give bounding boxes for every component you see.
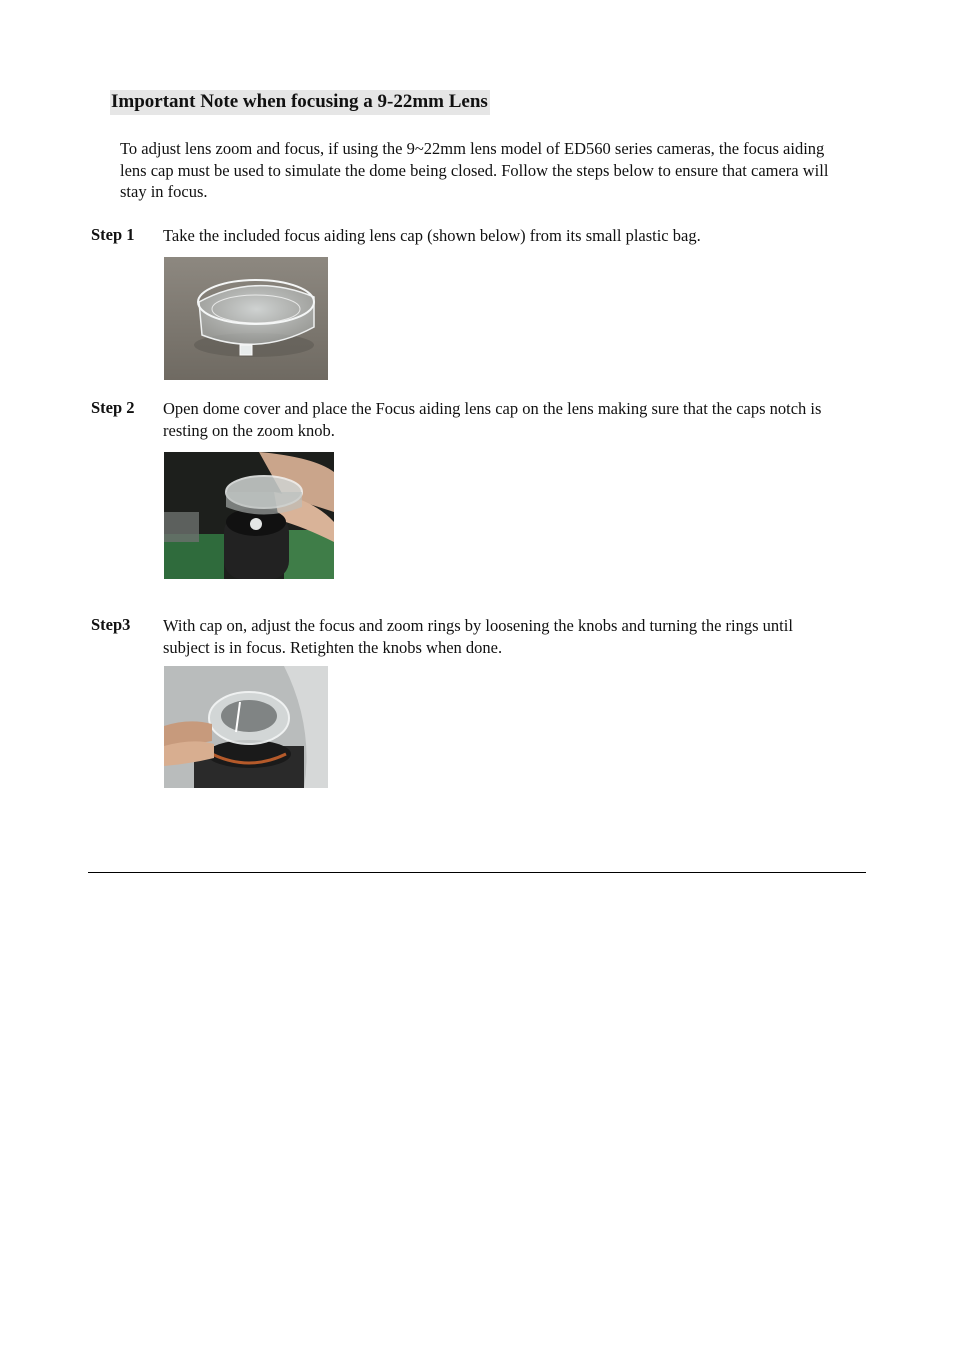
step-2-label: Step 2: [91, 398, 135, 417]
step-1-text: Take the included focus aiding lens cap (shown below) from its small plastic bag.: [163, 226, 701, 245]
section-heading: Important Note when focusing a 9-22mm Lens: [110, 90, 490, 115]
step-1-label: Step 1: [91, 225, 135, 244]
focus-adjust-photo: [164, 666, 328, 788]
horizontal-rule: [88, 872, 866, 873]
lens-cap-photo: [164, 257, 328, 380]
step-3-label: Step3: [91, 615, 131, 634]
intro-paragraph: To adjust lens zoom and focus, if using the 9~22mm lens model of ED560 series cameras, the focus aiding lens cap must be used to simulate the dome being closed. Follow the steps below to ensure that camera will stay in focus.: [120, 139, 829, 201]
step-2-text: Open dome cover and place the Focus aiding lens cap on the lens making sure that the caps notch is resting on the zoom knob.: [163, 399, 822, 440]
cap-placement-photo: [164, 452, 334, 579]
step-3-text: With cap on, adjust the focus and zoom rings by loosening the knobs and turning the rings until subject is in focus. Retighten the knobs when done.: [163, 616, 793, 657]
